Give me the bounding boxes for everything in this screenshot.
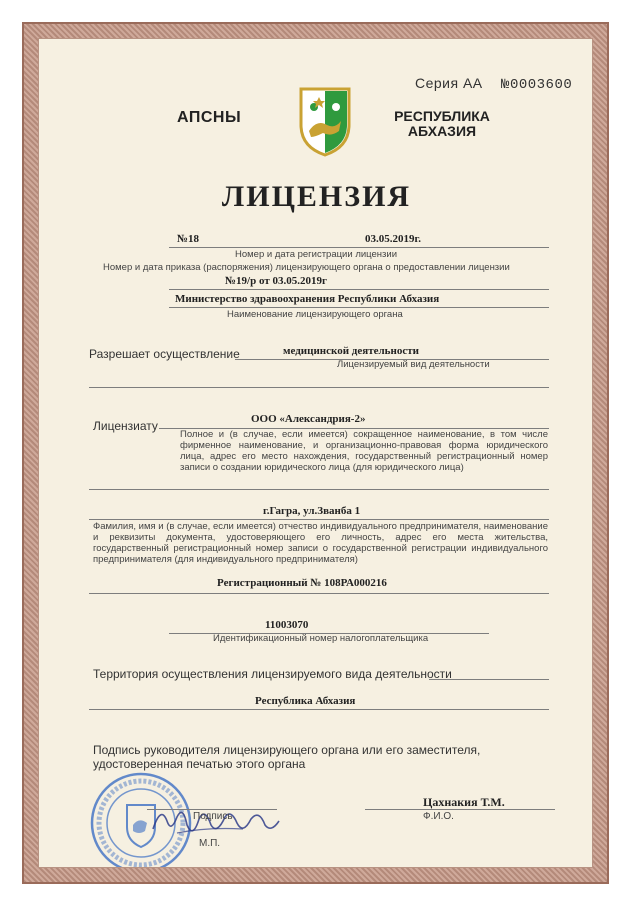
state-registration-number: Регистрационный № 108РА000216	[217, 577, 387, 589]
registration-caption: Номер и дата регистрации лицензии	[235, 249, 397, 260]
licensee-name: ООО «Александрия-2»	[251, 413, 366, 425]
state-name-line1: РЕСПУБЛИКА	[394, 108, 490, 124]
activity-label: Разрешает осуществление	[89, 347, 240, 361]
licensee-address: г.Гагра, ул.Званба 1	[263, 505, 361, 517]
licensee-caption: Полное и (в случае, если имеется) сокращенное наименование, в том числе фирменное наименование, и организационно-правовая форма юридического лица, адрес его место нахождения, государственный регистрационный номер записи о создании юридического лица (для юридического лица)	[180, 429, 548, 473]
territory-value: Республика Абхазия	[255, 695, 356, 707]
registration-number: №18	[177, 233, 200, 245]
document-title: ЛИЦЕНЗИЯ	[221, 180, 412, 213]
state-name-line2: АБХАЗИЯ	[407, 123, 477, 139]
registration-date: 03.05.2019г.	[365, 233, 422, 245]
licensee-label: Лицензиату	[93, 419, 158, 433]
state-name-russian	[377, 109, 507, 139]
coat-of-arms-icon	[297, 85, 353, 157]
authority-caption: Наименование лицензирующего органа	[227, 309, 403, 320]
activity-value: медицинской деятельности	[283, 345, 419, 357]
signer-name-caption: Ф.И.О.	[423, 811, 454, 822]
taxpayer-id-value: 11003070	[265, 619, 309, 631]
state-name-abkhaz: АПСНЫ	[177, 109, 242, 126]
authority-name: Министерство здравоохранения Республики Абхазия	[175, 293, 440, 305]
series-number: №0003600	[501, 77, 573, 93]
series-label: Серия АА	[415, 75, 483, 91]
territory-label: Территория осуществления лицензируемого вида деятельности	[93, 667, 452, 681]
address-caption: Фамилия, имя и (в случае, если имеется) отчество индивидуального предпринимателя, наименование и реквизиты документа, удостоверяющего его личность, адрес его места жительства, государственный регистрационный номер записи о государственной регистрации индивидуального предпринимателя (для индивидуального предпринимателя)	[93, 521, 548, 565]
taxpayer-id-caption: Идентификационный номер налогоплательщика	[213, 633, 429, 644]
signer-name: Цахнакия Т.М.	[423, 795, 505, 809]
license-document	[38, 38, 593, 868]
series-line	[415, 75, 572, 93]
seal-caption: М.П.	[199, 838, 221, 849]
activity-caption: Лицензируемый вид деятельности	[337, 359, 490, 370]
signature-intro: Подпись руководителя лицензирующего органа или его заместителя, удостоверенная печатью этого органа	[93, 743, 481, 771]
order-value: №19/р от 03.05.2019г	[225, 275, 327, 287]
order-caption: Номер и дата приказа (распоряжения) лицензирующего органа о предоставлении лицензии	[103, 262, 510, 273]
signature-caption: Подпись	[193, 811, 233, 822]
